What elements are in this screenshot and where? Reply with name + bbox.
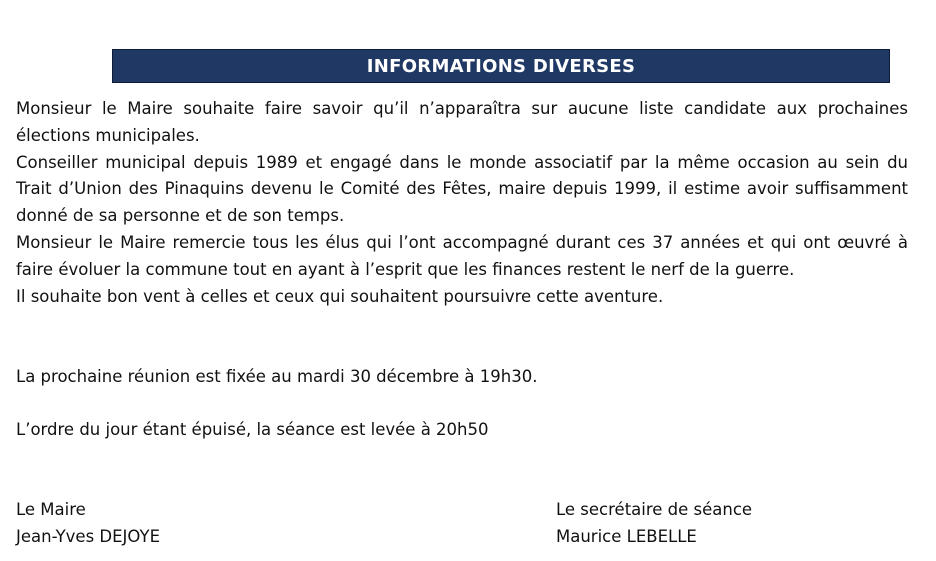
next-meeting-text: La prochaine réunion est fixée au mardi 30 décembre à 19h30. <box>16 367 538 386</box>
secretary-name: Maurice LEBELLE <box>556 527 697 546</box>
mayor-role: Le Maire <box>16 500 86 519</box>
secretary-signature-block <box>556 496 752 550</box>
secretary-role: Le secrétaire de séance <box>556 500 753 519</box>
mayor-name: Jean-Yves DEJOYE <box>16 527 161 546</box>
paragraph-announcement: Monsieur le Maire souhaite faire savoir qu’il n’apparaîtra sur aucune liste candidate aux prochaines élections municipales. <box>16 99 908 145</box>
closing-text: L’ordre du jour étant épuisé, la séance est levée à 20h50 <box>16 420 489 439</box>
announcement-body <box>16 96 908 310</box>
mayor-signature-block <box>16 496 160 550</box>
section-title: INFORMATIONS DIVERSES <box>366 55 636 77</box>
paragraph-thanks: Monsieur le Maire remercie tous les élus qui l’ont accompagné durant ces 37 années et qui ont œuvré à faire évoluer la commune tout en ayant à l’esprit que les finances restent le nerf de la guerre. <box>16 232 908 279</box>
section-header-bar <box>112 49 890 83</box>
paragraph-career: Conseiller municipal depuis 1989 et engagé dans le monde associatif par la même occasion au sein du Trait d’Union des Pinaquins devenu le Comité des Fêtes, maire depuis 1999, il estime avoir suffisamment donné de sa personne et de son temps. <box>16 152 908 226</box>
paragraph-wishes: Il souhaite bon vent à celles et ceux qui souhaitent poursuivre cette aventure. <box>16 286 664 306</box>
